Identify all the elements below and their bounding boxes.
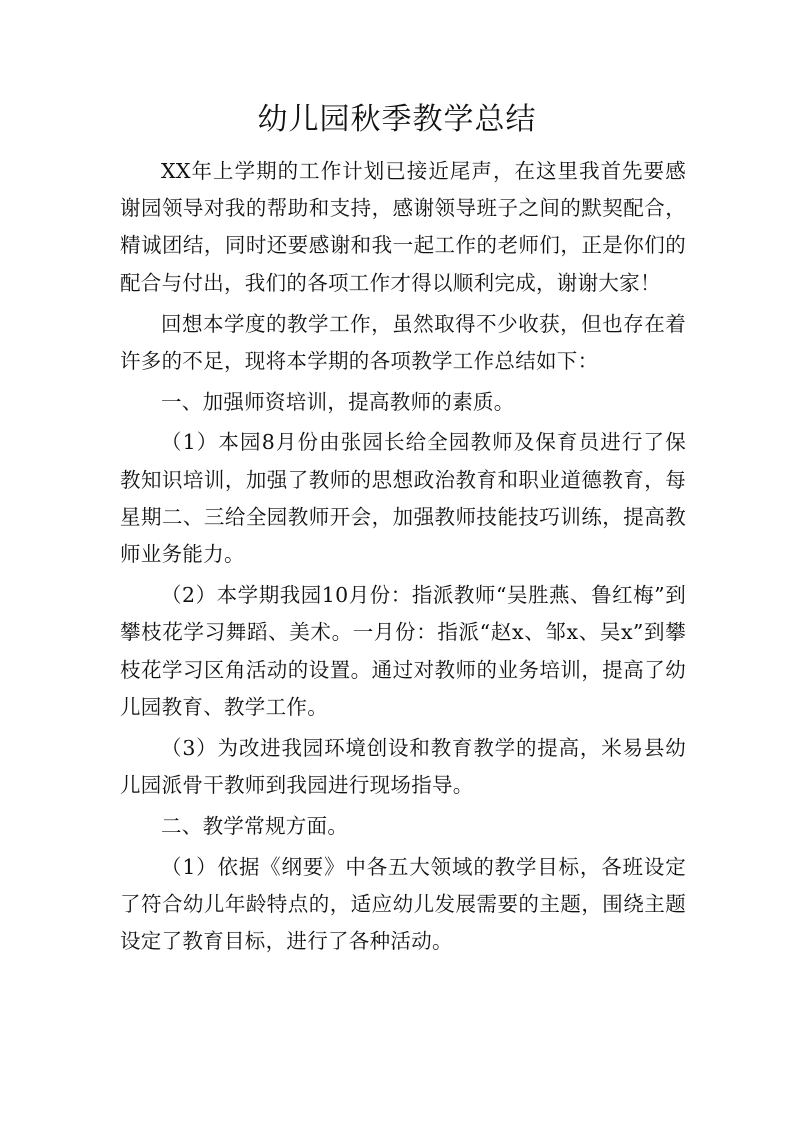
document-title: 幼儿园秋季教学总结 (257, 102, 537, 137)
paragraph-training-3: （3）为改进我园环境创设和教育教学的提高，米易县幼儿园派骨干教师到我园进行现场指导。 (120, 736, 686, 798)
paragraph-intro: XX年上学期的工作计划已接近尾声，在这里我首先要感谢园领导对我的帮助和支持，感谢领导班子之间的默契配合，精诚团结，同时还要感谢和我一起工作的老师们，正是你们的配合与付出，我们的各项工作才得以顺利完成，谢谢大家！ (120, 159, 686, 295)
paragraph-review: 回想本学度的教学工作，虽然取得不少收获，但也存在着许多的不足，现将本学期的各项教学工作总结如下： (120, 311, 686, 374)
section-heading-routine: 二、教学常规方面。 (161, 814, 349, 839)
document-body (120, 153, 686, 964)
paragraph-training-2: （2）本学期我园10月份：指派教师“吴胜燕、鲁红梅”到攀枝花学习舞蹈、美术。一月份：指派“赵x、邹x、吴x”到攀枝花学习区角活动的设置。通过对教师的业务培训，提高了幼儿园教育、教学工作。 (120, 583, 686, 719)
section-heading-training: 一、加强师资培训，提高教师的素质。 (161, 390, 515, 415)
paragraph-routine-1: （1）依据《纲要》中各五大领域的教学目标，各班设定了符合幼儿年龄特点的，适应幼儿发展需要的主题，围绕主题设定了教育目标，进行了各种活动。 (120, 854, 686, 954)
paragraph-training-1: （1）本园8月份由张园长给全园教师及保育员进行了保教知识培训，加强了教师的思想政治教育和职业道德教育，每星期二、三给全园教师开会，加强教师技能技巧训练，提高教师业务能力。 (120, 430, 686, 567)
